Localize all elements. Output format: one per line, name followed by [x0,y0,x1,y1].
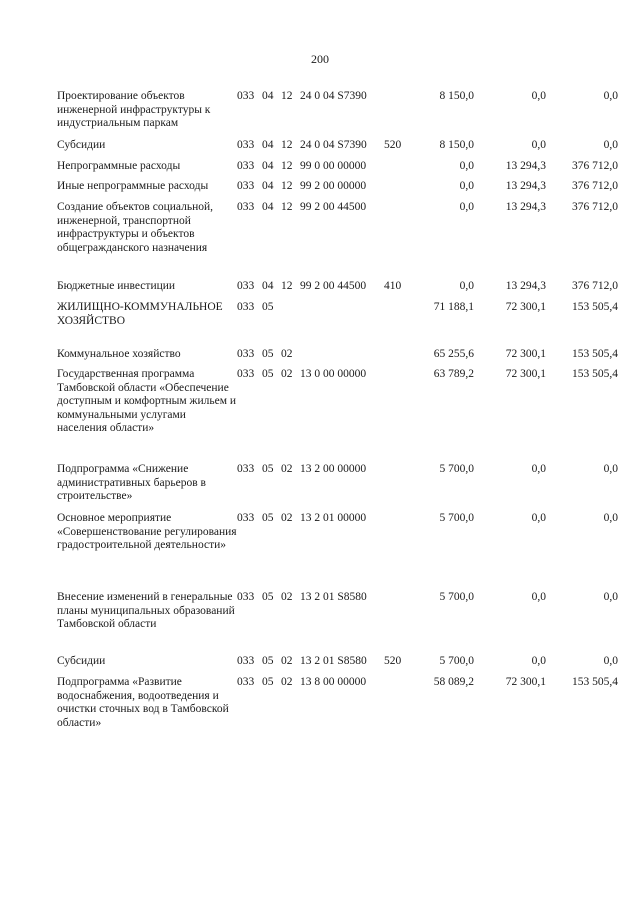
row-razd: 05 [262,591,274,603]
row-glav: 033 [237,139,255,151]
row-value-1: 65 255,6 [433,348,474,360]
row-razd: 04 [262,90,274,102]
row-expense-type: 520 [384,655,402,667]
row-value-2: 0,0 [531,139,546,151]
row-podr: 02 [281,512,293,524]
row-razd: 04 [262,201,274,213]
row-name: Непрограммные расходы [57,160,181,172]
page-number: 200 [311,52,329,66]
row-value-1: 8 150,0 [439,90,474,102]
row-razd: 04 [262,139,274,151]
row-target-code: 13 2 01 S8580 [300,655,367,667]
row-razd: 04 [262,160,274,172]
row-value-1: 5 700,0 [439,591,474,603]
row-expense-type: 520 [384,139,402,151]
row-value-1: 63 789,2 [433,368,474,380]
row-value-2: 0,0 [531,655,546,667]
row-value-1: 5 700,0 [439,463,474,475]
row-podr: 12 [281,180,293,192]
row-razd: 05 [262,676,274,688]
row-value-1: 8 150,0 [439,139,474,151]
row-value-2: 13 294,3 [505,160,546,172]
row-razd: 05 [262,348,274,360]
row-razd: 05 [262,463,274,475]
row-value-1: 71 188,1 [433,301,474,313]
row-value-1: 0,0 [459,160,474,172]
row-name: Подпрограмма «Снижение административных барьеров в строительстве» [57,463,206,502]
row-value-3: 153 505,4 [572,368,618,380]
row-target-code: 99 2 00 44500 [300,280,367,292]
row-glav: 033 [237,90,255,102]
row-name: Проектирование объектов инженерной инфраструктуры к индустриальным паркам [57,90,211,129]
row-value-3: 376 712,0 [572,280,618,292]
row-podr: 02 [281,463,293,475]
row-target-code: 13 8 00 00000 [300,676,367,688]
row-value-3: 0,0 [603,139,618,151]
row-value-2: 72 300,1 [505,348,546,360]
row-value-2: 13 294,3 [505,180,546,192]
row-name: Субсидии [57,655,106,667]
row-target-code: 24 0 04 S7390 [300,139,367,151]
row-value-3: 0,0 [603,463,618,475]
row-podr: 12 [281,90,293,102]
row-glav: 033 [237,280,255,292]
row-value-1: 5 700,0 [439,655,474,667]
row-podr: 02 [281,591,293,603]
row-value-2: 0,0 [531,90,546,102]
row-podr: 02 [281,676,293,688]
row-value-1: 0,0 [459,180,474,192]
row-podr: 12 [281,201,293,213]
row-target-code: 24 0 04 S7390 [300,90,367,102]
row-glav: 033 [237,368,255,380]
row-value-3: 376 712,0 [572,160,618,172]
row-target-code: 13 2 00 00000 [300,463,367,475]
row-glav: 033 [237,348,255,360]
row-value-3: 0,0 [603,90,618,102]
row-podr: 02 [281,368,293,380]
row-razd: 05 [262,368,274,380]
row-name: Государственная программа Тамбовской области «Обеспечение доступным и комфортным жильем и коммунальными услугами населения области» [57,368,236,434]
row-value-3: 376 712,0 [572,180,618,192]
row-name: Основное мероприятие «Совершенствование регулирования градостроительной деятельности» [57,512,237,551]
row-glav: 033 [237,655,255,667]
row-value-1: 5 700,0 [439,512,474,524]
row-expense-type: 410 [384,280,402,292]
row-name: Подпрограмма «Развитие водоснабжения, водоотведения и очистки сточных вод в Тамбовской области» [57,676,229,729]
row-value-3: 376 712,0 [572,201,618,213]
row-razd: 04 [262,280,274,292]
row-glav: 033 [237,201,255,213]
row-razd: 05 [262,301,274,313]
row-podr: 12 [281,160,293,172]
row-value-3: 0,0 [603,655,618,667]
row-value-2: 0,0 [531,463,546,475]
row-value-2: 13 294,3 [505,201,546,213]
row-podr: 12 [281,139,293,151]
row-podr: 02 [281,655,293,667]
row-value-3: 153 505,4 [572,676,618,688]
row-razd: 05 [262,512,274,524]
row-glav: 033 [237,301,255,313]
row-target-code: 13 0 00 00000 [300,368,367,380]
row-glav: 033 [237,591,255,603]
row-razd: 04 [262,180,274,192]
row-target-code: 13 2 01 00000 [300,512,367,524]
row-value-2: 72 300,1 [505,676,546,688]
row-target-code: 99 2 00 00000 [300,180,367,192]
row-glav: 033 [237,676,255,688]
row-value-2: 72 300,1 [505,368,546,380]
row-name: Субсидии [57,139,106,151]
row-value-1: 0,0 [459,201,474,213]
row-target-code: 99 0 00 00000 [300,160,367,172]
row-value-1: 58 089,2 [433,676,474,688]
row-name: Бюджетные инвестиции [57,280,176,292]
row-value-1: 0,0 [459,280,474,292]
row-name: ЖИЛИЩНО-КОММУНАЛЬНОЕ ХОЗЯЙСТВО [57,301,223,327]
row-razd: 05 [262,655,274,667]
row-value-3: 153 505,4 [572,301,618,313]
row-value-2: 0,0 [531,512,546,524]
row-glav: 033 [237,160,255,172]
row-name: Создание объектов социальной, инженерной, транспортной инфраструктуры и объектов общегражданского назначения [57,201,214,254]
row-podr: 12 [281,280,293,292]
row-glav: 033 [237,512,255,524]
row-value-3: 0,0 [603,512,618,524]
row-name: Коммунальное хозяйство [57,348,181,360]
row-target-code: 13 2 01 S8580 [300,591,367,603]
row-name: Внесение изменений в генеральные планы муниципальных образований Тамбовской области [57,591,235,630]
row-value-2: 0,0 [531,591,546,603]
row-value-3: 153 505,4 [572,348,618,360]
row-value-2: 13 294,3 [505,280,546,292]
row-target-code: 99 2 00 44500 [300,201,367,213]
row-podr: 02 [281,348,293,360]
row-value-2: 72 300,1 [505,301,546,313]
row-name: Иные непрограммные расходы [57,180,209,192]
row-glav: 033 [237,180,255,192]
row-value-3: 0,0 [603,591,618,603]
row-glav: 033 [237,463,255,475]
